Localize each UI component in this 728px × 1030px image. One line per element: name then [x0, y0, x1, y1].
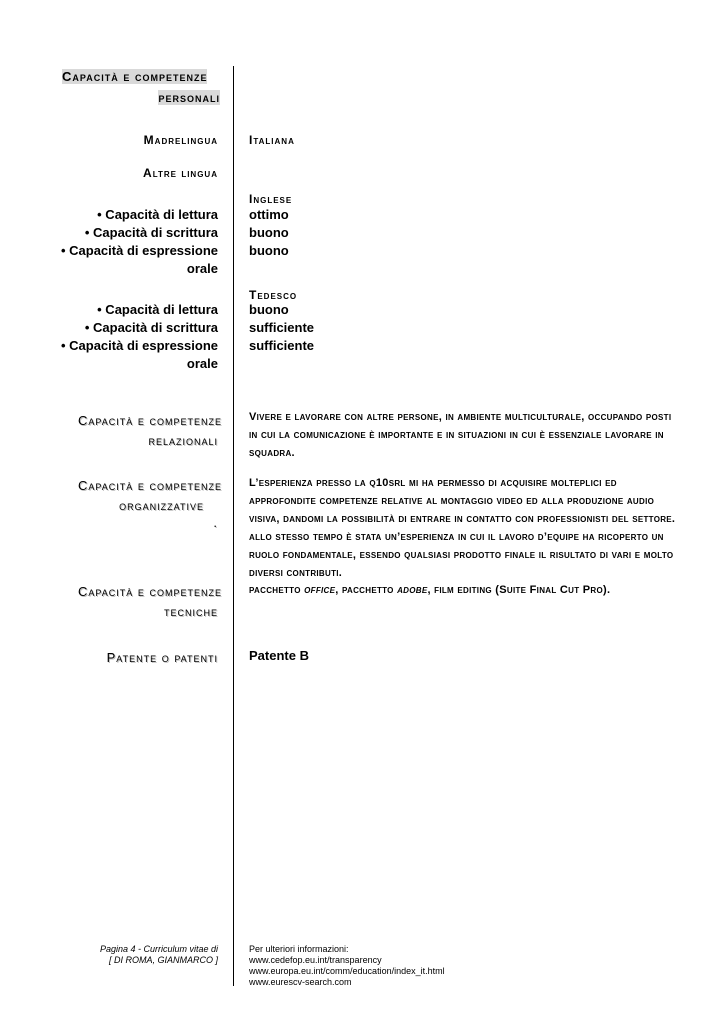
technical-skills-heading [78, 584, 222, 619]
organizational-text-line: ruolo fondamentale, essendo qualsiasi prodotto finale il risultato di vari e molto [249, 549, 674, 561]
speaking-value: buono [249, 243, 289, 258]
relational-title-line1: Capacità e competenze [78, 413, 222, 428]
relational-text-line: in cui la comunicazione è importante e in situazioni in cui è essenziale lavorare in [249, 429, 664, 441]
footer-name: [ DI ROMA, GIANMARCO ] [108, 955, 218, 965]
organizational-skills-text [249, 474, 689, 582]
language-name: Tedesco [249, 288, 298, 302]
mother-tongue-value: Italiana [249, 133, 295, 147]
language-skill-values [249, 206, 289, 260]
relational-text-line: Vivere e lavorare con altre persone, in ambiente multiculturale, occupando posti [249, 411, 672, 423]
reading-value: buono [249, 302, 289, 317]
speaking-label-cont: orale [186, 261, 218, 276]
organizational-text-line: diversi contributi. [249, 567, 343, 579]
technical-text-part: , pacchetto [335, 584, 398, 596]
personal-skills-title-line1: Capacità e competenze [62, 69, 208, 84]
technical-title-line1: Capacità e competenze [78, 584, 222, 599]
technical-skills-text [249, 581, 689, 599]
language-skill-labels [40, 301, 218, 373]
organizational-text-line: approfondite competenze relative al montaggio video ed alla produzione audio [249, 495, 655, 507]
footer-info-label: Per ulteriori informazioni: [249, 944, 349, 954]
organizational-title-line1: Capacità e competenze [78, 478, 222, 493]
other-languages-label: Altre lingua [143, 166, 218, 180]
footer-right [249, 944, 445, 988]
speaking-value: sufficiente [249, 338, 315, 353]
organizational-title-line2: organizzative [119, 498, 204, 513]
footer-link[interactable]: www.eurescv-search.com [249, 977, 352, 987]
writing-label: • Capacità di scrittura [84, 225, 218, 240]
organizational-text-line: allo stesso tempo è stata un’esperienza in cui il lavoro d’equipe ha ricoperto un [249, 531, 664, 543]
relational-title-line2: relazionali [148, 433, 218, 448]
technical-title-line2: tecniche [163, 604, 218, 619]
reading-value: ottimo [249, 207, 289, 222]
organizational-text-line: L’esperienza presso la q10srl mi ha permesso di acquisire molteplici ed [249, 477, 617, 489]
writing-value: sufficiente [249, 320, 315, 335]
license-value: Patente B [249, 648, 309, 663]
language-skill-values [249, 301, 314, 355]
relational-skills-text [249, 408, 689, 462]
technical-text-part: , film editing (Suite Final Cut Pro). [427, 584, 611, 596]
technical-office: office [304, 584, 336, 596]
license-heading: Patente o patenti [106, 650, 218, 665]
relational-skills-heading [78, 413, 222, 448]
mother-tongue-label: Madrelingua [143, 133, 218, 147]
footer-link[interactable]: www.cedefop.eu.int/transparency [249, 955, 382, 965]
footer-page-info: Pagina 4 - Curriculum vitae di [99, 944, 218, 954]
organizational-title-line3: . [213, 515, 218, 530]
organizational-skills-heading [78, 478, 222, 530]
personal-skills-heading [62, 70, 220, 104]
language-name: Inglese [249, 192, 293, 206]
technical-adobe: adobe [397, 584, 428, 596]
speaking-label-cont: orale [186, 356, 218, 371]
organizational-text-line: visiva, dandomi la possibilità di entrare in contatto con professionisti del settore. [249, 513, 676, 525]
language-skill-labels [40, 206, 218, 278]
speaking-label: • Capacità di espressione [60, 338, 218, 353]
writing-value: buono [249, 225, 289, 240]
personal-skills-title-line2: personali [158, 90, 220, 105]
speaking-label: • Capacità di espressione [60, 243, 218, 258]
column-divider [233, 66, 234, 986]
writing-label: • Capacità di scrittura [84, 320, 218, 335]
reading-label: • Capacità di lettura [97, 207, 218, 222]
footer-left [60, 944, 218, 966]
relational-text-line: squadra. [249, 447, 295, 459]
footer-link[interactable]: www.europa.eu.int/comm/education/index_it.html [249, 966, 445, 976]
reading-label: • Capacità di lettura [97, 302, 218, 317]
technical-text-part: pacchetto [249, 584, 305, 596]
